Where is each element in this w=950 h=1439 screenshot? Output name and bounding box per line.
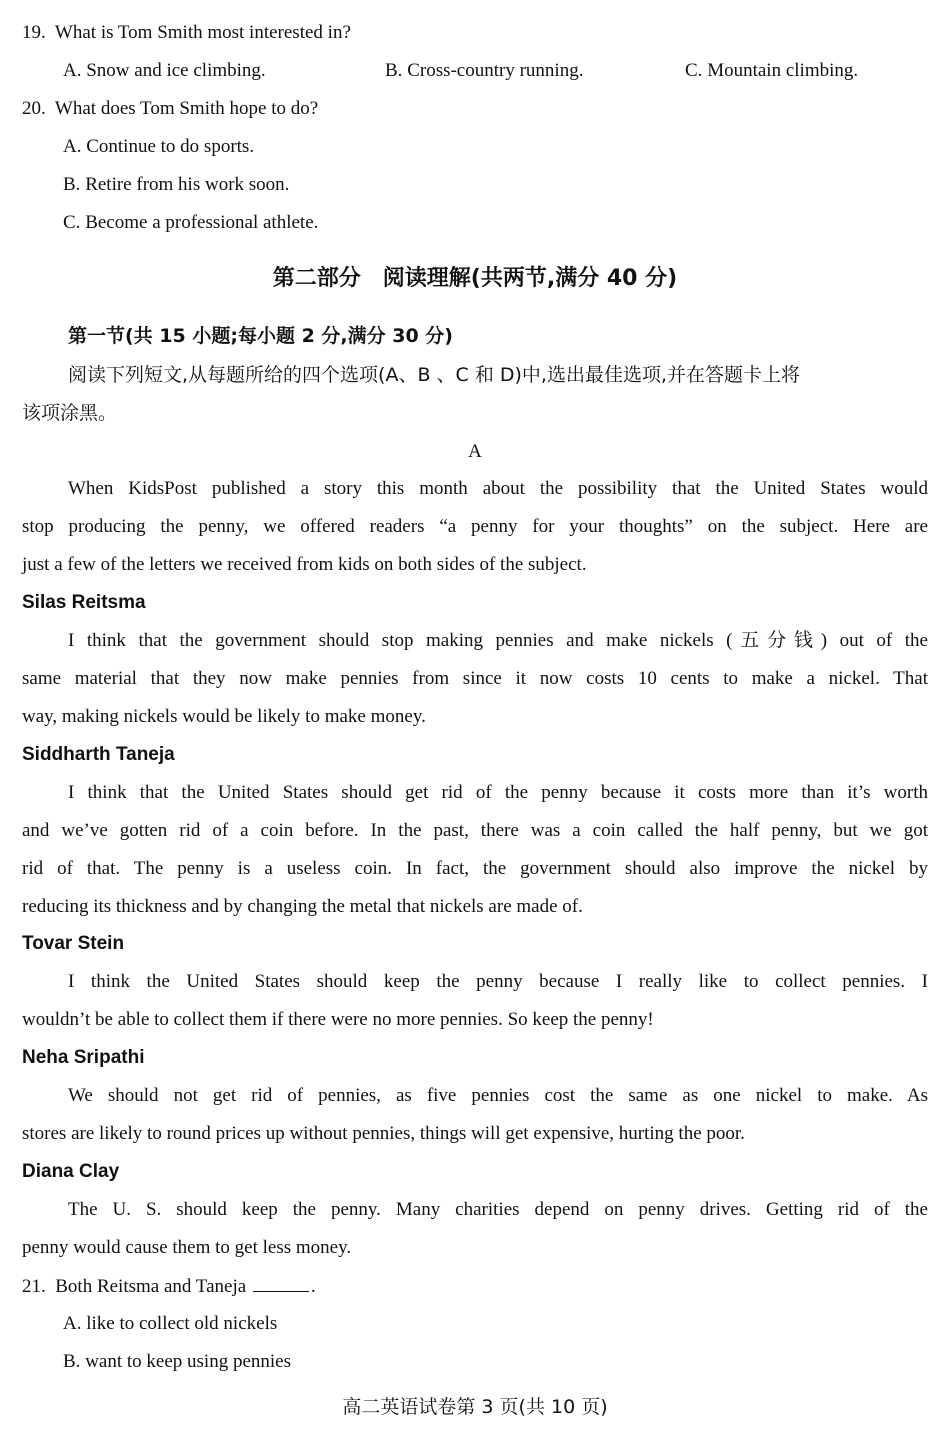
option-20c	[63, 210, 318, 236]
letter-author-name: Diana Clay	[22, 1161, 120, 1182]
option-text: Continue to do sports.	[86, 136, 255, 157]
letter-line: I think that the government should stop making pennies and make nickels (五分钱) out of the	[68, 630, 928, 651]
answer-blank	[253, 1273, 309, 1292]
option-letter: B.	[63, 1351, 81, 1372]
letter-line: We should not get rid of pennies, as five pennies cost the same as one nickel to make. As	[68, 1085, 928, 1106]
question-end: .	[310, 1276, 316, 1297]
passage-label: A	[468, 441, 482, 462]
option-19b	[385, 58, 583, 84]
question-stem: What is Tom Smith most interested in?	[54, 22, 351, 43]
letter-line: penny would cause them to get less money.	[22, 1237, 352, 1258]
intro-line-3: just a few of the letters we received from kids on both sides of the subject.	[22, 554, 587, 575]
option-text: Retire from his work soon.	[85, 174, 290, 195]
question-number: 19.	[22, 22, 46, 43]
letter-line: I think that the United States should get rid of the penny because it costs more than it’s worth	[68, 782, 928, 803]
letter-author-name: Silas Reitsma	[22, 592, 146, 613]
option-letter: C.	[63, 212, 81, 233]
letter-line: The U. S. should keep the penny. Many charities depend on penny drives. Getting rid of the	[68, 1199, 928, 1220]
section-heading: 第一节(共 15 小题;每小题 2 分,满分 30 分)	[68, 325, 453, 347]
option-19a	[63, 58, 266, 84]
question-number: 21.	[22, 1276, 46, 1297]
question-21	[22, 1273, 316, 1300]
part-heading: 第二部分 阅读理解(共两节,满分 40 分)	[272, 266, 678, 291]
letter-author-name: Siddharth Taneja	[22, 744, 175, 765]
letter-line: and we’ve gotten rid of a coin before. In the past, there was a coin called the half penny, but we got	[22, 820, 928, 841]
page-footer: 高二英语试卷第 3 页(共 10 页)	[342, 1396, 608, 1418]
option-letter: B.	[385, 60, 403, 81]
option-text: Snow and ice climbing.	[86, 60, 266, 81]
option-text: want to keep using pennies	[85, 1351, 291, 1372]
letter-line: wouldn’t be able to collect them if there were no more pennies. So keep the penny!	[22, 1009, 654, 1030]
instructions-line-2: 该项涂黑。	[22, 402, 118, 424]
letter-line: I think the United States should keep the penny because I really like to collect pennies. I	[68, 971, 928, 992]
option-20a	[63, 134, 254, 160]
question-number: 20.	[22, 98, 46, 119]
option-text: Mountain climbing.	[707, 60, 859, 81]
option-text: Become a professional athlete.	[85, 212, 319, 233]
intro-line-1: When KidsPost published a story this month about the possibility that the United States would	[68, 478, 928, 499]
letter-author-name: Tovar Stein	[22, 933, 125, 954]
intro-line-2: stop producing the penny, we offered readers “a penny for your thoughts” on the subject. Here are	[22, 516, 928, 537]
question-19	[22, 20, 351, 46]
option-text: Cross-country running.	[407, 60, 584, 81]
question-20	[22, 96, 318, 122]
option-letter: C.	[685, 60, 703, 81]
instructions-line-1: 阅读下列短文,从每题所给的四个选项(A、B 、C 和 D)中,选出最佳选项,并在答题卡上将	[68, 364, 800, 386]
option-letter: A.	[63, 1313, 82, 1334]
letter-line: same material that they now make pennies from since it now costs 10 cents to make a nickel. That	[22, 668, 928, 689]
letter-line: way, making nickels would be likely to make money.	[22, 706, 426, 727]
option-20b	[63, 172, 289, 198]
letter-line: rid of that. The penny is a useless coin. In fact, the government should also improve the nickel by	[22, 858, 928, 879]
question-stem: Both Reitsma and Taneja	[55, 1276, 247, 1297]
option-letter: A.	[63, 60, 82, 81]
option-21b	[63, 1349, 291, 1375]
option-19c	[685, 58, 858, 84]
letter-line: stores are likely to round prices up without pennies, things will get expensive, hurting the poor.	[22, 1123, 745, 1144]
letter-line: reducing its thickness and by changing the metal that nickels are made of.	[22, 896, 583, 917]
question-stem: What does Tom Smith hope to do?	[54, 98, 319, 119]
option-text: like to collect old nickels	[86, 1313, 278, 1334]
letter-author-name: Neha Sripathi	[22, 1047, 145, 1068]
option-letter: B.	[63, 174, 81, 195]
option-letter: A.	[63, 136, 82, 157]
option-21a	[63, 1311, 277, 1337]
